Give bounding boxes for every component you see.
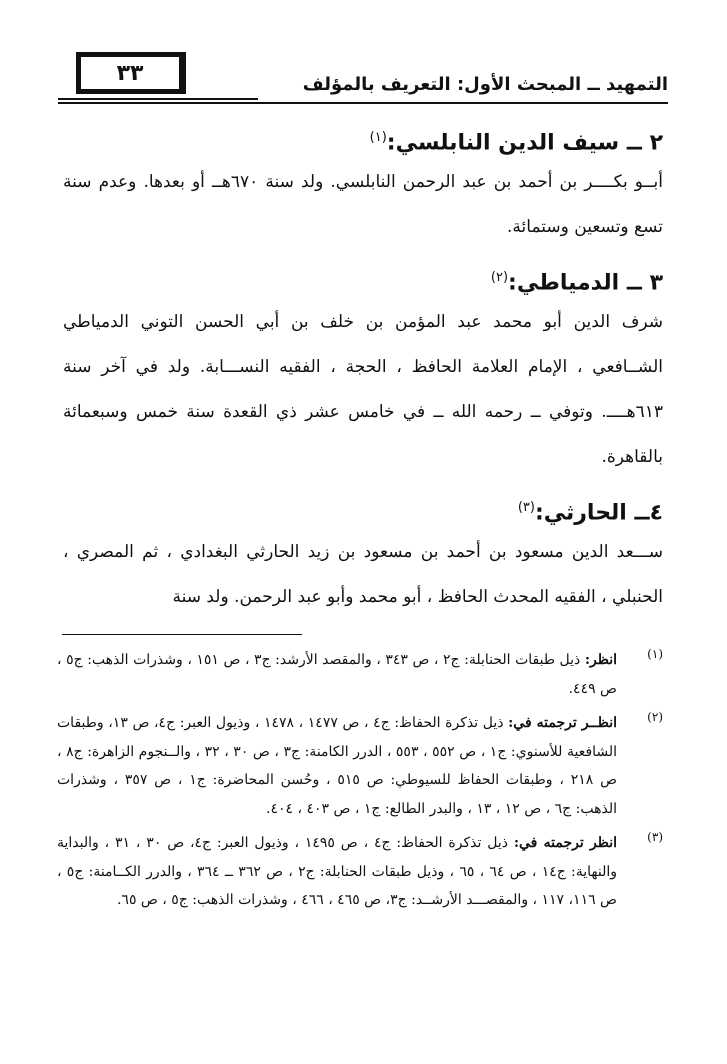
footnote-lead: انظر ترجمته في: <box>513 835 618 851</box>
footnote-ref-2[interactable]: (٢) <box>490 270 509 285</box>
page-header <box>58 52 668 108</box>
footnote-number: (١) <box>647 647 663 661</box>
footnote-separator <box>62 634 302 635</box>
section-heading-nabulsi: ٢ ــ سيف الدين النابلسي:$^{(١)}$ <box>369 130 663 156</box>
footnote-text: ذيل تذكرة الحفاظ: ج٤ ، ص ١٤٩٥ ، وذيول العبر: ج٤، ص ٣٠ ، ٣١ ، والبداية والنهاية: ج١٤ ، ص ٦٤ ، ٦٥ ، وذيل طبقات الحنابلة: ج٢ ، ص ٣٦٢ ــ ٣٦٤ ، والدرر الكــامنة: ج٥ ، ص ١١٦، ١١٧ ، والمقصـــد الأرشــد: ج٣، ص ٤٦٥ ، ٤٦٦ ، وشذرات الذهب: ج٥ ، ص ٦٥. <box>57 835 618 908</box>
footnote-2 <box>57 709 667 823</box>
header-rule-short <box>58 98 258 100</box>
footnote-ref-1[interactable]: (١) <box>369 130 387 145</box>
footnote-lead: انظــر ترجمته في: <box>508 715 618 731</box>
section-text-dimyati: شرف الدين أبو محمد عبد المؤمن بن خلف بن أبي الحسن التوني الدمياطي الشــافعي ، الإمام العلامة الحافظ ، الحجة ، الفقيه النســـابة. ولد في آخر سنة ٦١٣هــــ. وتوفي ــ رحمه الله ــ في خامس عشر ذي القعدة سنة خمس وسبعمائة بالقاهرة. <box>63 312 663 467</box>
footnote-1 <box>57 646 667 703</box>
section-text-nabulsi: أبــو بكــــر بن أحمد بن عبد الرحمن النابلسي. ولد سنة ٦٧٠هــ أو بعدها. وعدم سنة تسع وتسعين وستمائة. <box>63 172 663 237</box>
footnotes <box>57 646 667 921</box>
main-text <box>63 116 663 620</box>
header-rule <box>58 102 668 104</box>
section-heading-harithi: ٤ــ الحارثي:$^{(٣)}$ <box>517 500 663 526</box>
page-number: ٣٣ <box>76 52 186 94</box>
footnote-3 <box>57 829 667 915</box>
footnote-number: (٣) <box>647 830 663 844</box>
footnote-text: ذيل تذكرة الحفاظ: ج٤ ، ص ١٤٧٧ ، ١٤٧٨ ، وذيول العبر: ج٤، ص ١٣، وطبقات الشافعية للأسنوي: ج١ ، ص ٥٥٢ ، ٥٥٣ ، الدرر الكامنة: ج٣ ، ص ٣٠ ، ٣٢ ، والــنجوم الزاهرة: ج٨ ، ص ٢١٨ ، وطبقات الحفاظ للسيوطي: ص ٥١٥ ، وحُسن المحاضرة: ج١ ، ص ٣٥٧ ، وشذرات الذهب: ج٦ ، ص ١٢ ، ١٣ ، والبدر الطالع: ج١ ، ص ٤٠٣ ، ٤٠٤. <box>57 715 618 817</box>
footnote-ref-3[interactable]: (٣) <box>517 500 535 515</box>
footnote-text: ذيل طبقات الحنابلة: ج٢ ، ص ٣٤٣ ، والمقصد الأرشد: ج٣ ، ص ١٥١ ، وشذرات الذهب: ج٥ ، ص ٤٤٩. <box>57 652 617 697</box>
footnote-lead: انظر: <box>584 652 618 668</box>
section-text-harithi: ســـعد الدين مسعود بن أحمد بن مسعود بن زيد الحارثي البغدادي ، ثم المصري ، الحنبلي ، الفقيه المحدث الحافظ ، أبو محمد وأبو عبد الرحمن. ولد سنة <box>63 542 663 607</box>
section-heading-dimyati: ٣ ــ الدمياطي:$^{(٢)}$ <box>490 270 663 296</box>
running-title: التمهيد ــ المبحث الأول: التعريف بالمؤلف <box>302 74 668 95</box>
footnote-number: (٢) <box>647 710 663 724</box>
